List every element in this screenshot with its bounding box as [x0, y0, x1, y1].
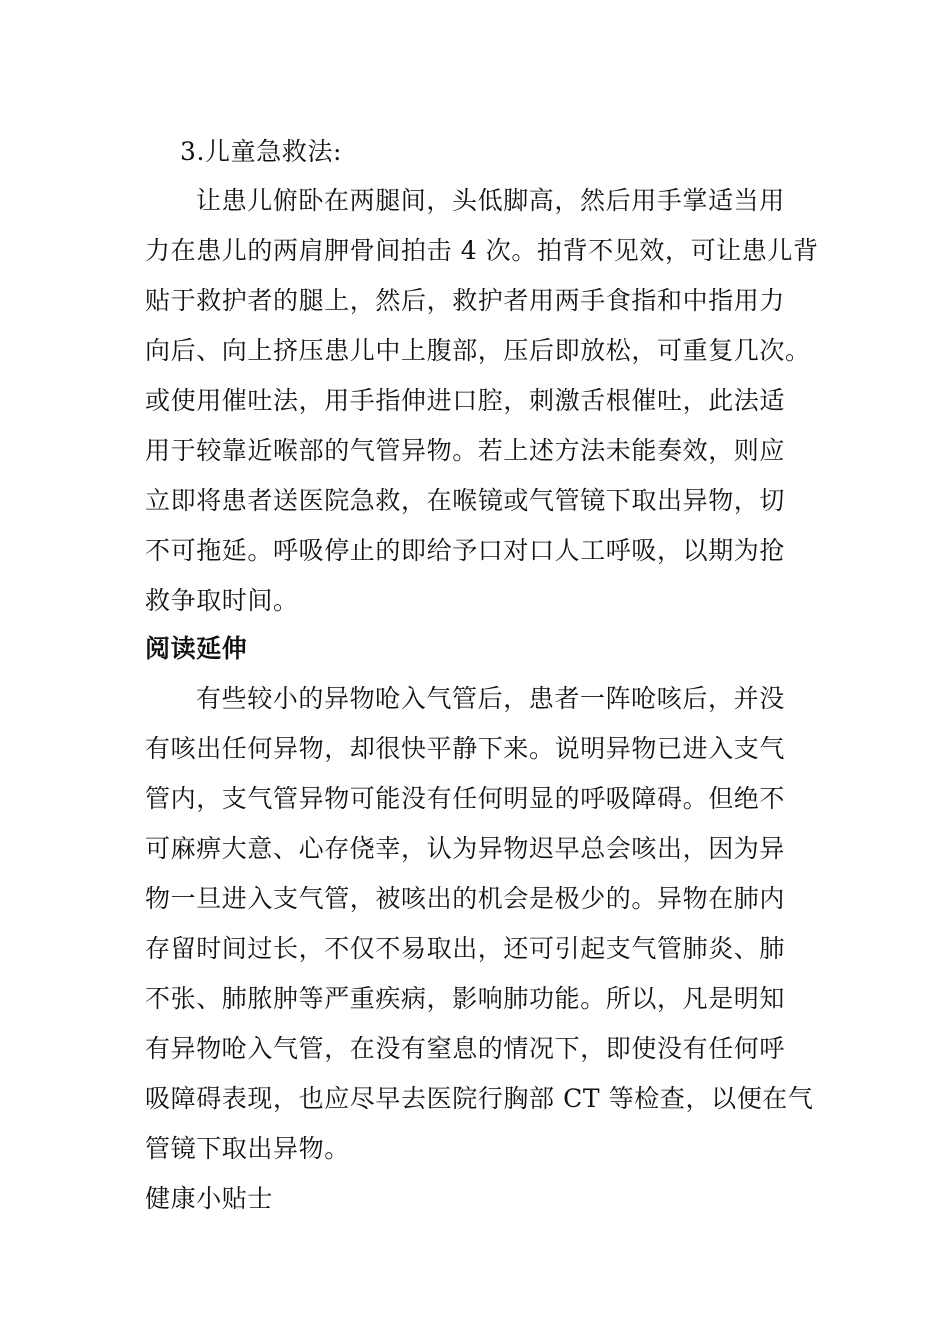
paragraph-line: 可麻痹大意、心存侥幸，认为异物迟早总会咳出，因为异	[145, 834, 786, 863]
paragraph-line: 物一旦进入支气管，被咳出的机会是极少的。异物在肺内	[145, 884, 786, 913]
paragraph-line: 不可拖延。呼吸停止的即给予口对口人工呼吸，以期为抢	[145, 536, 786, 565]
paragraph-line: 救争取时间。	[145, 586, 299, 615]
section-item-title: 3.儿童急救法:	[180, 137, 343, 166]
paragraph-line: 让患儿俯卧在两腿间，头低脚高，然后用手掌适当用	[196, 186, 785, 215]
paragraph-line: 有咳出任何异物，却很快平静下来。说明异物已进入支气	[145, 734, 786, 763]
paragraph-line: 或使用催吐法，用手指伸进口腔，刺激舌根催吐，此法适	[145, 386, 786, 415]
footer-heading: 健康小贴士	[145, 1184, 274, 1213]
paragraph-line: 存留时间过长，不仅不易取出，还可引起支气管肺炎、肺	[145, 934, 786, 963]
paragraph-line: 有些较小的异物呛入气管后，患者一阵呛咳后，并没	[196, 684, 785, 713]
paragraph-line: 管内，支气管异物可能没有任何明显的呼吸障碍。但绝不	[145, 784, 786, 813]
paragraph-line: 管镜下取出异物。	[145, 1134, 350, 1163]
paragraph-line: 有异物呛入气管，在没有窒息的情况下，即使没有任何呼	[145, 1034, 786, 1063]
paragraph-line: 贴于救护者的腿上，然后，救护者用两手食指和中指用力	[145, 286, 786, 315]
paragraph-line: 用于较靠近喉部的气管异物。若上述方法未能奏效，则应	[145, 436, 786, 465]
reading-heading: 阅读延伸	[145, 634, 248, 663]
paragraph-line: 向后、向上挤压患儿中上腹部，压后即放松，可重复几次。	[145, 336, 811, 365]
paragraph-line: 不张、肺脓肿等严重疾病，影响肺功能。所以，凡是明知	[145, 984, 786, 1013]
paragraph-line: 吸障碍表现，也应尽早去医院行胸部 CT 等检查，以便在气	[145, 1084, 814, 1113]
paragraph-line: 力在患儿的两肩胛骨间拍击 4 次。拍背不见效，可让患儿背	[145, 236, 819, 265]
paragraph-line: 立即将患者送医院急救，在喉镜或气管镜下取出异物，切	[145, 486, 786, 515]
